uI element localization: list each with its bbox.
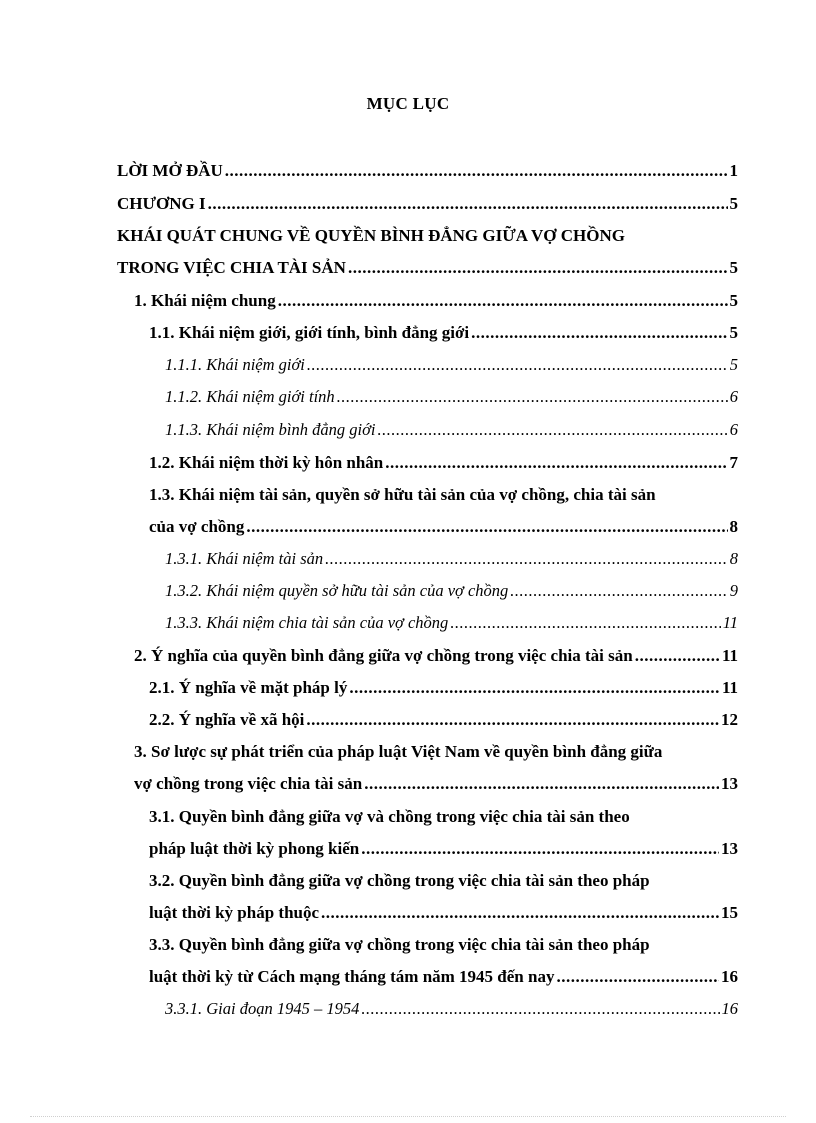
toc-page-number: 6 bbox=[729, 420, 738, 439]
toc-entry-label: pháp luật thời kỳ phong kiến bbox=[149, 839, 360, 858]
toc-entry[interactable] bbox=[165, 548, 738, 570]
toc-entry[interactable] bbox=[165, 386, 738, 408]
toc-entry-label: CHƯƠNG I bbox=[117, 194, 206, 213]
toc-entry-label: 1.3.3. Khái niệm chia tài sản của vợ chồng bbox=[165, 613, 449, 632]
leader-dots bbox=[377, 419, 727, 441]
toc-page-number: 13 bbox=[721, 774, 738, 793]
toc-page-number: 1 bbox=[729, 161, 738, 180]
toc-page-number: 5 bbox=[729, 355, 738, 374]
leader-dots bbox=[246, 516, 727, 538]
leader-dots bbox=[337, 386, 728, 408]
leader-dots bbox=[225, 160, 728, 182]
toc-entry-label: 1. Khái niệm chung bbox=[134, 291, 276, 310]
leader-dots bbox=[364, 773, 719, 795]
toc-entry-label-line1[interactable]: 3. Sơ lược sự phát triển của pháp luật Việt Nam về quyền bình đẳng giữa bbox=[134, 742, 663, 761]
leader-dots bbox=[307, 354, 728, 376]
leader-dots bbox=[556, 966, 719, 988]
toc-page-number: 11 bbox=[721, 646, 738, 665]
leader-dots bbox=[321, 902, 719, 924]
leader-dots bbox=[278, 290, 728, 312]
toc-page-number: 12 bbox=[721, 710, 738, 729]
toc-entry[interactable] bbox=[149, 709, 738, 731]
toc-entry-label: vợ chồng trong việc chia tài sản bbox=[134, 774, 363, 793]
toc-entry-label: 1.1.3. Khái niệm bình đẳng giới bbox=[165, 420, 376, 439]
toc-entry[interactable] bbox=[117, 160, 738, 182]
toc-page-number: 5 bbox=[729, 323, 738, 342]
toc-entry[interactable] bbox=[117, 257, 738, 279]
toc-page-number: 5 bbox=[729, 194, 738, 213]
leader-dots bbox=[208, 193, 728, 215]
toc-entry-label: 1.1. Khái niệm giới, giới tính, bình đẳng giới bbox=[149, 323, 470, 342]
toc-entry-label-line1[interactable]: 3.1. Quyền bình đẳng giữa vợ và chồng trong việc chia tài sản theo bbox=[149, 807, 630, 826]
toc-entry-label: 1.3.2. Khái niệm quyền sở hữu tài sản của vợ chồng bbox=[165, 581, 509, 600]
leader-dots bbox=[348, 257, 728, 279]
toc-entry[interactable] bbox=[149, 516, 738, 538]
leader-dots bbox=[450, 612, 720, 634]
toc-entry-label: 2.1. Ý nghĩa về mặt pháp lý bbox=[149, 678, 348, 697]
toc-entry-label: TRONG VIỆC CHIA TÀI SẢN bbox=[117, 258, 346, 277]
toc-entry-label-line1[interactable]: 3.2. Quyền bình đẳng giữa vợ chồng trong việc chia tài sản theo pháp bbox=[149, 871, 650, 890]
toc-entry-label: của vợ chồng bbox=[149, 517, 245, 536]
page-bottom-divider bbox=[30, 1116, 786, 1117]
toc-entry-label: LỜI MỞ ĐẦU bbox=[117, 161, 223, 180]
toc-entry[interactable] bbox=[149, 966, 738, 988]
toc-entry[interactable] bbox=[149, 452, 738, 474]
leader-dots bbox=[361, 838, 719, 860]
toc-entry[interactable] bbox=[165, 354, 738, 376]
toc-page-number: 16 bbox=[721, 999, 738, 1018]
toc-entry-label: 1.1.2. Khái niệm giới tính bbox=[165, 387, 335, 406]
toc-entry-label-line1[interactable]: 1.3. Khái niệm tài sản, quyền sở hữu tài sản của vợ chồng, chia tài sản bbox=[149, 485, 656, 504]
toc-page-number: 8 bbox=[729, 517, 738, 536]
toc-entry[interactable] bbox=[149, 902, 738, 924]
toc-entry[interactable] bbox=[165, 612, 738, 634]
leader-dots bbox=[325, 548, 728, 570]
toc-entry[interactable] bbox=[134, 290, 738, 312]
toc-page-number: 11 bbox=[721, 678, 738, 697]
leader-dots bbox=[510, 580, 727, 602]
toc-entry[interactable] bbox=[165, 998, 738, 1020]
toc-entry-label: 1.2. Khái niệm thời kỳ hôn nhân bbox=[149, 453, 384, 472]
toc-entry-label: 1.3.1. Khái niệm tài sản bbox=[165, 549, 324, 568]
toc-entry-label: 1.1.1. Khái niệm giới bbox=[165, 355, 305, 374]
toc-entry-label: luật thời kỳ pháp thuộc bbox=[149, 903, 320, 922]
leader-dots bbox=[635, 645, 720, 667]
toc-entry[interactable] bbox=[149, 677, 738, 699]
toc-page-number: 5 bbox=[729, 258, 738, 277]
leader-dots bbox=[385, 452, 727, 474]
toc-page-number: 8 bbox=[729, 549, 738, 568]
toc-entry[interactable] bbox=[149, 322, 738, 344]
leader-dots bbox=[361, 998, 719, 1020]
toc-entry-label: 2.2. Ý nghĩa về xã hội bbox=[149, 710, 305, 729]
toc-page-number: 9 bbox=[729, 581, 738, 600]
toc-page-number: 11 bbox=[722, 613, 738, 632]
toc-page-number: 13 bbox=[721, 839, 738, 858]
toc-entry-label: 2. Ý nghĩa của quyền bình đẳng giữa vợ chồng trong việc chia tài sản bbox=[134, 646, 633, 665]
toc-entry[interactable] bbox=[165, 419, 738, 441]
toc-entry[interactable] bbox=[165, 580, 738, 602]
toc-title: MỤC LỤC bbox=[366, 94, 450, 113]
toc-entry[interactable] bbox=[134, 773, 738, 795]
leader-dots bbox=[471, 322, 727, 344]
toc-entry-label: luật thời kỳ từ Cách mạng tháng tám năm 1945 đến nay bbox=[149, 967, 555, 986]
leader-dots bbox=[306, 709, 719, 731]
toc-entry[interactable] bbox=[149, 838, 738, 860]
toc-page-number: 6 bbox=[729, 387, 738, 406]
toc-page-number: 7 bbox=[729, 453, 738, 472]
toc-entry[interactable] bbox=[134, 645, 738, 667]
toc-page-number: 16 bbox=[721, 967, 738, 986]
toc-entry-label-line1[interactable]: KHÁI QUÁT CHUNG VỀ QUYỀN BÌNH ĐẲNG GIỮA VỢ CHỒNG bbox=[117, 226, 626, 245]
toc-entry-label: 3.3.1. Giai đoạn 1945 – 1954 bbox=[165, 999, 360, 1018]
toc-entry[interactable] bbox=[117, 193, 738, 215]
toc-entry-label-line1[interactable]: 3.3. Quyền bình đẳng giữa vợ chồng trong việc chia tài sản theo pháp bbox=[149, 935, 650, 954]
toc-page-number: 5 bbox=[729, 291, 738, 310]
toc-page-number: 15 bbox=[721, 903, 738, 922]
leader-dots bbox=[349, 677, 720, 699]
